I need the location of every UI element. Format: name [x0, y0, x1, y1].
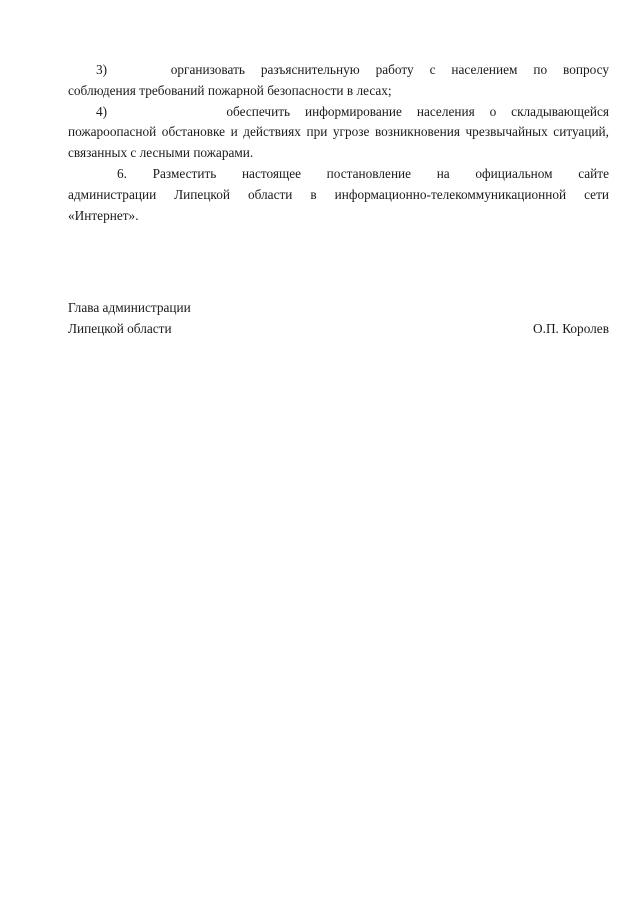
signature-block	[68, 298, 609, 340]
list-item-4-first-line	[68, 102, 609, 123]
list-item-3-number: 3)	[96, 62, 108, 77]
list-item-3-first-text: организовать разъяснительную работу с населением по вопросу	[170, 62, 609, 77]
signature-row	[68, 319, 609, 340]
point-6-first-text: Разместить настоящее постановление на официальном сайте	[152, 165, 610, 181]
list-item-3-first-line	[68, 60, 609, 81]
list-item-4-first-text: обеспечить информирование населения о складывающейся	[226, 103, 609, 119]
signature-position-line2: Липецкой области	[68, 320, 172, 336]
point-6-rest-text: администрации Липецкой области в информационно-телекоммуникационной сети «Интернет».	[68, 186, 609, 223]
list-item-4	[68, 102, 609, 164]
signature-name: О.П. Королев	[533, 320, 609, 336]
point-6-first-line	[68, 164, 609, 185]
list-item-3-rest-text: соблюдения требований пожарной безопасности в лесах;	[68, 82, 392, 98]
document-body	[68, 60, 609, 226]
signature-position-line1: Глава администрации	[68, 300, 191, 315]
list-item-4-number: 4)	[96, 103, 108, 119]
list-item-4-rest-text: пожароопасной обстановке и действиях при угрозе возникновения чрезвычайных ситуаций, связанных с лесными пожарами.	[68, 124, 609, 161]
point-6-number: 6.	[117, 165, 127, 181]
point-6	[68, 164, 609, 226]
list-item-3	[68, 60, 609, 102]
